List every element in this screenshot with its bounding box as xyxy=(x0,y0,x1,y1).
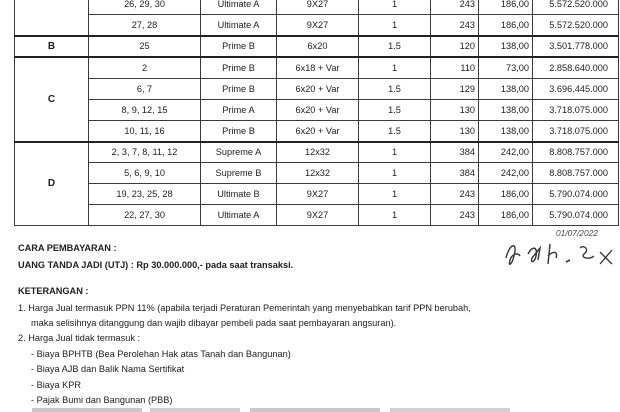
type-cell: Ultimate A xyxy=(201,14,277,35)
table-row xyxy=(15,14,619,35)
block-cell: C xyxy=(15,57,89,141)
land-cell: 243 xyxy=(431,0,479,14)
table-row xyxy=(15,142,619,163)
dimension-cell: 12x32 xyxy=(277,163,359,184)
document-date: 01/07/2022 xyxy=(556,228,598,238)
table-row xyxy=(15,36,619,58)
building-cell: 138,00 xyxy=(479,36,533,58)
land-cell: 243 xyxy=(431,204,479,225)
land-cell: 120 xyxy=(431,36,479,58)
units-cell: 5, 6, 9, 10 xyxy=(89,163,201,184)
table-row xyxy=(15,0,619,14)
land-cell: 129 xyxy=(431,79,479,100)
dimension-cell: 6x20 + Var xyxy=(277,99,359,120)
table-row xyxy=(15,204,619,225)
building-cell: 186,00 xyxy=(479,184,533,205)
building-cell: 138,00 xyxy=(479,79,533,100)
units-cell: 2 xyxy=(89,57,201,78)
units-cell: 26, 29, 30 xyxy=(89,0,201,14)
units-cell: 8, 9, 12, 15 xyxy=(89,99,201,120)
notes-item: - Biaya BPHTB (Bea Perolehan Hak atas Tanah dan Bangunan) xyxy=(31,349,291,359)
type-cell: Prime B xyxy=(201,120,277,141)
building-cell: 186,00 xyxy=(479,204,533,225)
type-cell: Prime B xyxy=(201,79,277,100)
notes-heading: KETERANGAN : xyxy=(18,286,89,296)
block-cell: D xyxy=(15,142,89,226)
dimension-cell: 9X27 xyxy=(277,184,359,205)
building-cell: 138,00 xyxy=(479,120,533,141)
handwritten-initials xyxy=(500,234,618,274)
dimension-cell: 6x18 + Var xyxy=(277,57,359,78)
table-row xyxy=(15,184,619,205)
dimension-cell: 9X27 xyxy=(277,0,359,14)
block-cell xyxy=(15,0,89,36)
price-cell: 5.572.520.000 xyxy=(533,0,619,14)
notes-line-2: 2. Harga Jual tidak termasuk : xyxy=(18,333,141,343)
units-cell: 22, 27, 30 xyxy=(89,204,201,225)
price-cell: 8.808.757.000 xyxy=(533,142,619,163)
floors-cell: 1 xyxy=(359,14,431,35)
floors-cell: 1.5 xyxy=(359,99,431,120)
type-cell: Ultimate B xyxy=(201,184,277,205)
cropped-text-line xyxy=(0,400,620,412)
price-table xyxy=(14,0,619,226)
floors-cell: 1 xyxy=(359,204,431,225)
price-cell: 2.858.640.000 xyxy=(533,57,619,78)
floors-cell: 1 xyxy=(359,57,431,78)
dimension-cell: 6x20 + Var xyxy=(277,79,359,100)
type-cell: Supreme A xyxy=(201,142,277,163)
payment-utj: UANG TANDA JADI (UTJ) : Rp 30.000.000,- pada saat transaksi. xyxy=(18,260,294,270)
units-cell: 25 xyxy=(89,36,201,58)
dimension-cell: 6x20 + Var xyxy=(277,120,359,141)
land-cell: 130 xyxy=(431,99,479,120)
floors-cell: 1 xyxy=(359,0,431,14)
table-row xyxy=(15,99,619,120)
type-cell: Prime B xyxy=(201,57,277,78)
building-cell: 186,00 xyxy=(479,14,533,35)
table-row xyxy=(15,163,619,184)
building-cell: 138,00 xyxy=(479,99,533,120)
dimension-cell: 9X27 xyxy=(277,14,359,35)
type-cell: Ultimate A xyxy=(201,204,277,225)
payment-heading: CARA PEMBAYARAN : xyxy=(18,243,117,253)
type-cell: Prime B xyxy=(201,36,277,58)
type-cell: Prime A xyxy=(201,99,277,120)
floors-cell: 1 xyxy=(359,142,431,163)
floors-cell: 1.5 xyxy=(359,36,431,58)
notes-item: - Biaya KPR xyxy=(31,380,82,390)
table-row xyxy=(15,57,619,78)
price-cell: 8.808.757.000 xyxy=(533,163,619,184)
units-cell: 27, 28 xyxy=(89,14,201,35)
price-table-container xyxy=(14,0,618,226)
floors-cell: 1.5 xyxy=(359,120,431,141)
building-cell: 242,00 xyxy=(479,142,533,163)
land-cell: 243 xyxy=(431,184,479,205)
dimension-cell: 9X27 xyxy=(277,204,359,225)
type-cell: Ultimate A xyxy=(201,0,277,14)
block-cell: B xyxy=(15,36,89,58)
price-table-body xyxy=(15,0,619,225)
table-row xyxy=(15,79,619,100)
building-cell: 73,00 xyxy=(479,57,533,78)
notes-line-1b: maka selisihnya ditanggung dan wajib dibayar pembeli pada saat pembayaran angsuran). xyxy=(31,318,397,328)
floors-cell: 1.5 xyxy=(359,79,431,100)
notes-item: - Biaya AJB dan Balik Nama Sertifikat xyxy=(31,364,185,374)
price-cell: 3.718.075.000 xyxy=(533,99,619,120)
land-cell: 384 xyxy=(431,163,479,184)
floors-cell: 1 xyxy=(359,163,431,184)
units-cell: 19, 23, 25, 28 xyxy=(89,184,201,205)
price-cell: 5.572.520.000 xyxy=(533,14,619,35)
land-cell: 110 xyxy=(431,57,479,78)
price-cell: 5.790.074.000 xyxy=(533,184,619,205)
price-cell: 3.696.445.000 xyxy=(533,79,619,100)
building-cell: 242,00 xyxy=(479,163,533,184)
land-cell: 384 xyxy=(431,142,479,163)
units-cell: 2, 3, 7, 8, 11, 12 xyxy=(89,142,201,163)
units-cell: 6, 7 xyxy=(89,79,201,100)
table-row xyxy=(15,120,619,141)
floors-cell: 1 xyxy=(359,184,431,205)
price-cell: 3.501.778.000 xyxy=(533,36,619,58)
notes-item: - Pajak Bumi dan Bangunan (PBB) xyxy=(31,395,173,405)
dimension-cell: 12x32 xyxy=(277,142,359,163)
price-cell: 3.718.075.000 xyxy=(533,120,619,141)
notes-line-1: 1. Harga Jual termasuk PPN 11% (apabila terjadi Peraturan Pemerintah yang menyebabkan tarif PPN berubah, xyxy=(18,303,471,313)
type-cell: Supreme B xyxy=(201,163,277,184)
dimension-cell: 6x20 xyxy=(277,36,359,58)
land-cell: 130 xyxy=(431,120,479,141)
price-cell: 5.790.074.000 xyxy=(533,204,619,225)
land-cell: 243 xyxy=(431,14,479,35)
building-cell: 186,00 xyxy=(479,0,533,14)
units-cell: 10, 11, 16 xyxy=(89,120,201,141)
